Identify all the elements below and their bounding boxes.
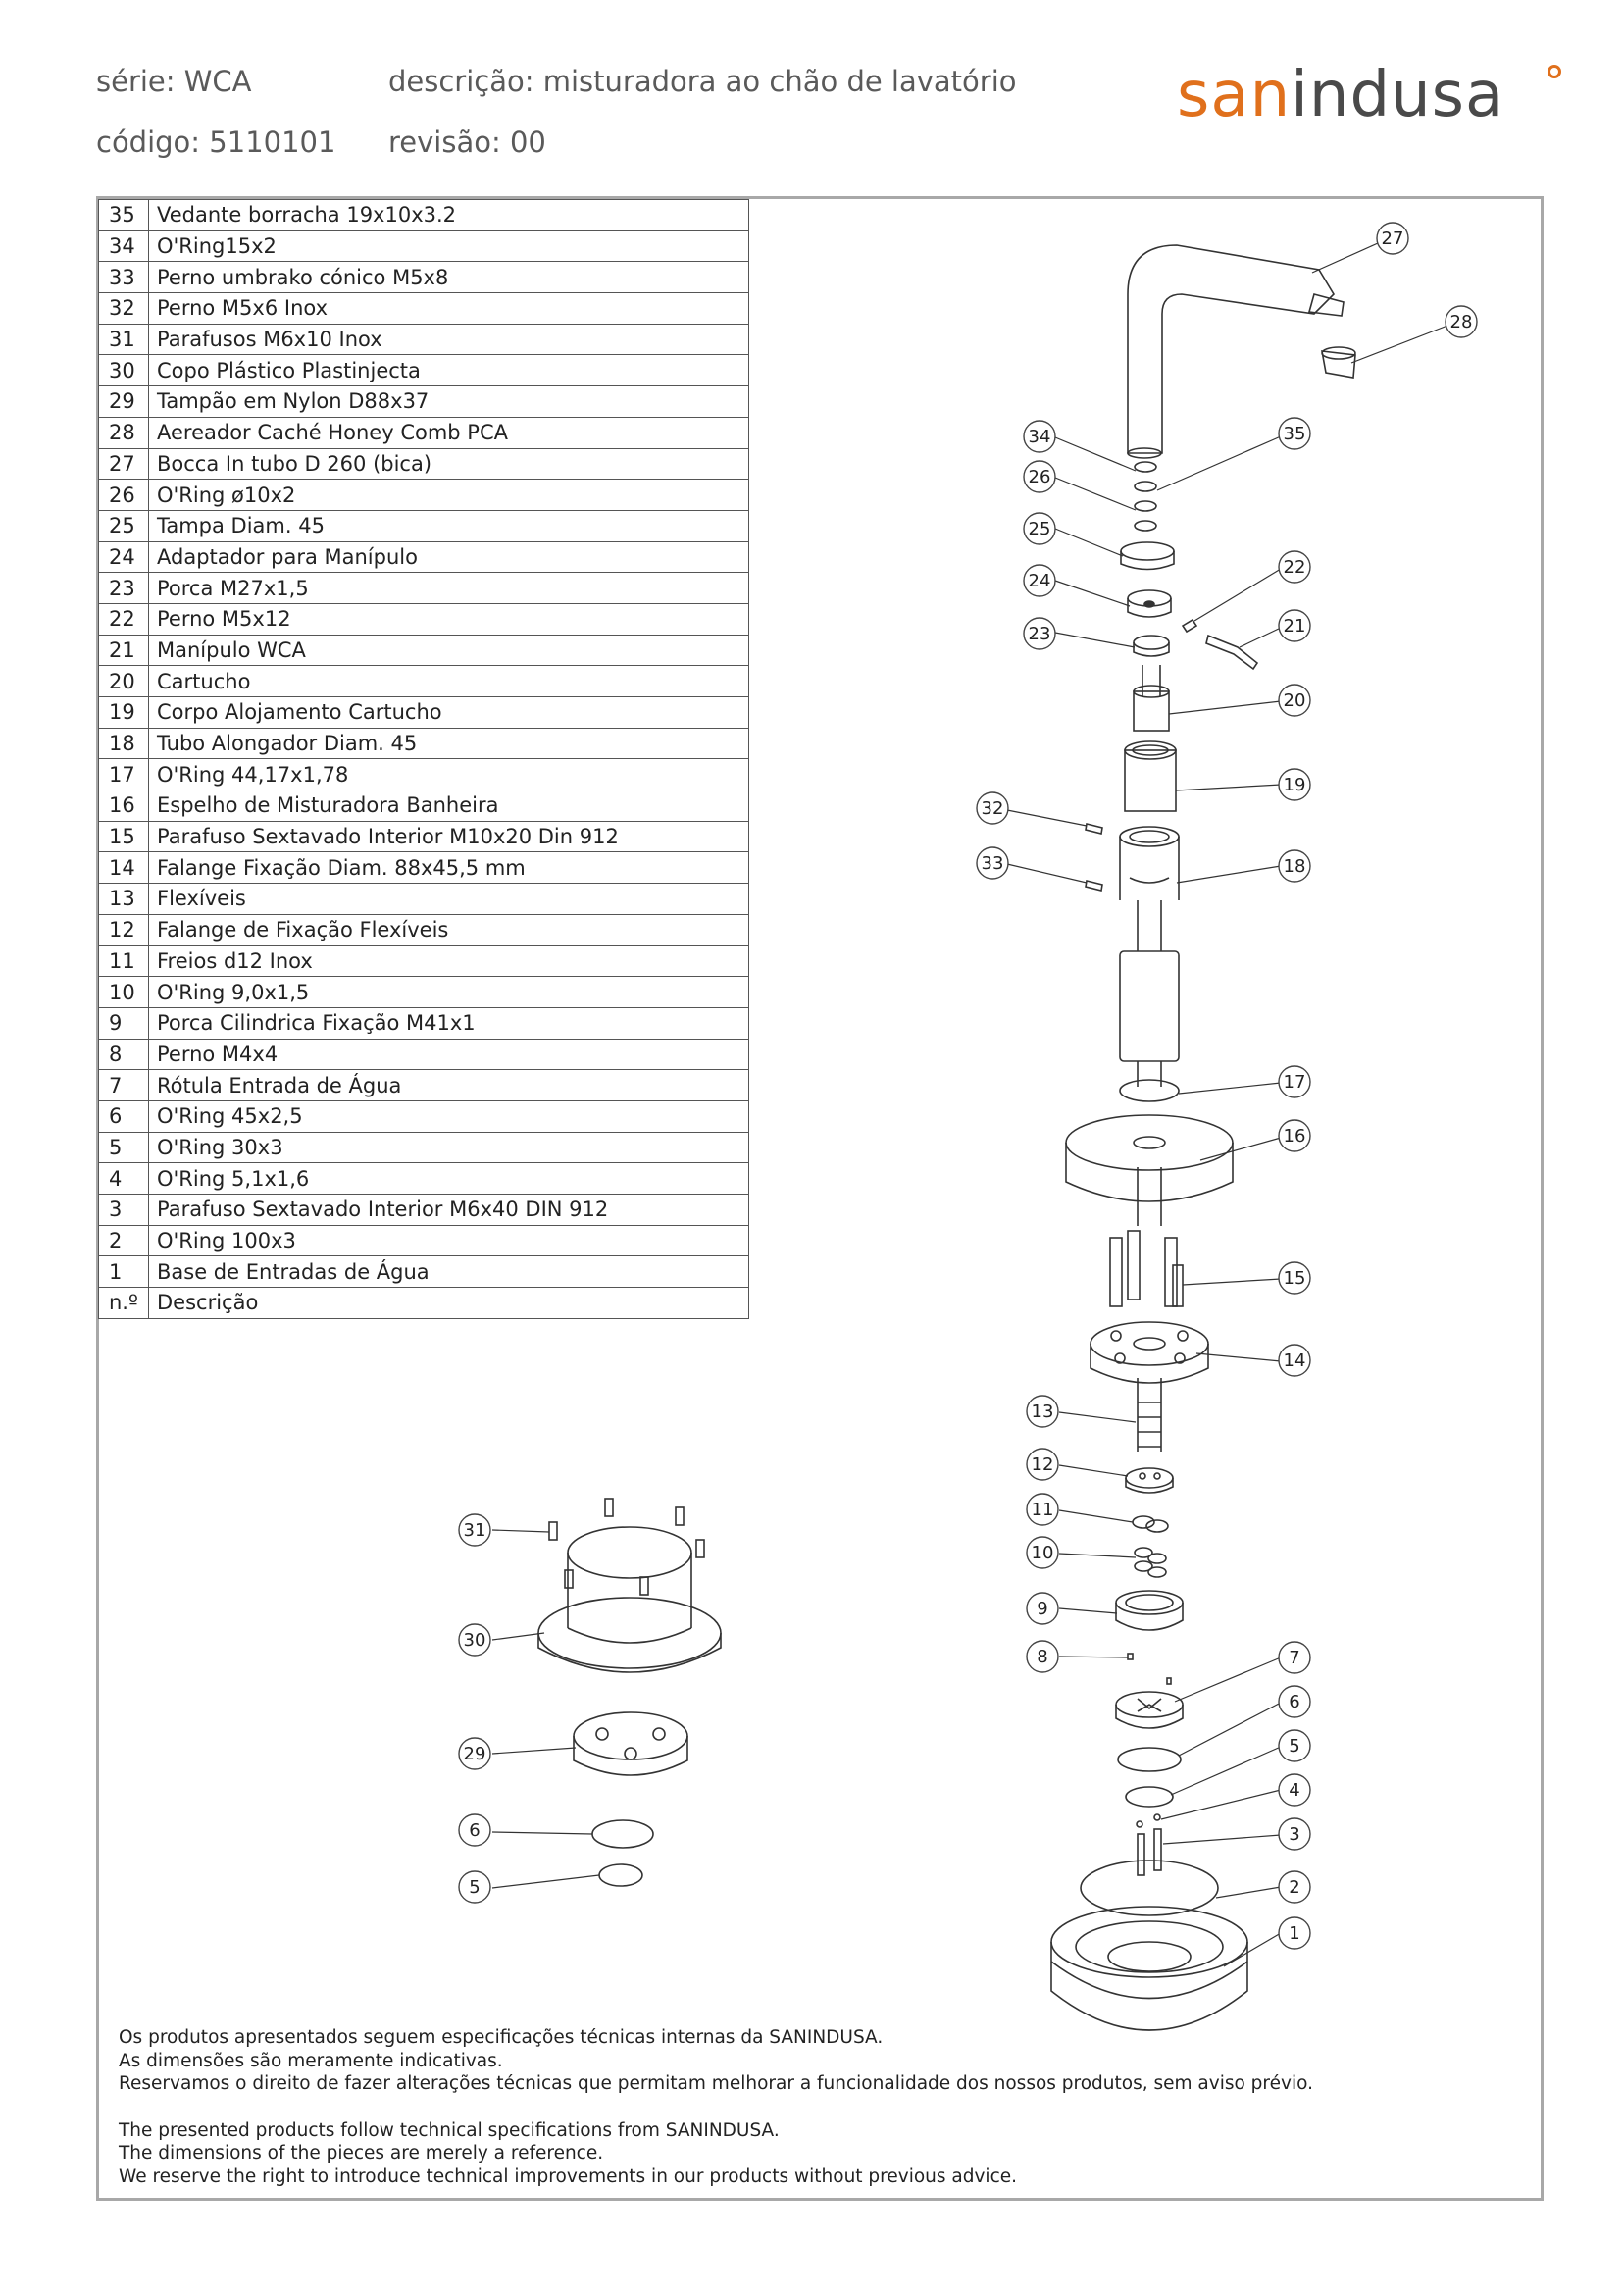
descricao-label: descrição: misturadora ao chão de lavatório xyxy=(388,65,1017,98)
part-number: 15 xyxy=(99,821,149,852)
part-number: n.º xyxy=(99,1288,149,1319)
flange-part-14 xyxy=(1091,1322,1208,1383)
callout-label-c4: 4 xyxy=(1289,1780,1300,1801)
screws-part-3 xyxy=(1138,1829,1161,1875)
cup-part-30 xyxy=(538,1527,721,1672)
part-description: Falange de Fixação Flexíveis xyxy=(149,914,749,945)
callout-label-c17: 17 xyxy=(1283,1072,1306,1093)
part-number: 10 xyxy=(99,977,149,1008)
part-description: Manípulo WCA xyxy=(149,635,749,666)
part-number: 6 xyxy=(99,1100,149,1132)
swivel-part-7 xyxy=(1116,1678,1183,1728)
callout-label-c1: 1 xyxy=(1289,1923,1300,1944)
note-en-2: The dimensions of the pieces are merely a reference. xyxy=(119,2143,604,2164)
screws-part-15 xyxy=(1110,1231,1183,1306)
part-number: 16 xyxy=(99,790,149,822)
callout-label-c5: 5 xyxy=(1289,1736,1300,1757)
oring-part-5 xyxy=(1126,1787,1173,1807)
callout-label-c11: 11 xyxy=(1031,1500,1054,1520)
part-description: Adaptador para Manípulo xyxy=(149,541,749,573)
aerator-part-28 xyxy=(1322,347,1355,378)
callout-bubbles xyxy=(459,223,1477,1949)
part-number: 35 xyxy=(99,200,149,231)
part-number: 29 xyxy=(99,386,149,418)
callout-label-c7: 7 xyxy=(1289,1648,1300,1668)
small-orings xyxy=(1135,462,1156,531)
part-number: 11 xyxy=(99,945,149,977)
part-description: Parafusos M6x10 Inox xyxy=(149,324,749,355)
nut-part-9 xyxy=(1116,1591,1183,1630)
part-number: 20 xyxy=(99,666,149,697)
part-number: 30 xyxy=(99,355,149,386)
screw-part-32 xyxy=(1086,824,1102,834)
callout-label-c34: 34 xyxy=(1028,427,1051,447)
oring-part-6 xyxy=(1118,1748,1181,1771)
oring-part-4 xyxy=(1137,1814,1160,1827)
part-number: 32 xyxy=(99,293,149,325)
cartridge-body-part-19 xyxy=(1125,741,1176,811)
part-description: O'Ring 44,17x1,78 xyxy=(149,759,749,790)
callout-label-c26: 26 xyxy=(1028,467,1051,487)
callout-label-c8: 8 xyxy=(1037,1647,1048,1667)
part-number: 13 xyxy=(99,884,149,915)
part-number: 18 xyxy=(99,728,149,759)
callout-label-c24: 24 xyxy=(1028,571,1051,591)
part-number: 31 xyxy=(99,324,149,355)
part-number: 28 xyxy=(99,417,149,448)
screws-part-31 xyxy=(549,1499,704,1595)
handle-part-21 xyxy=(1206,636,1257,669)
orings-part-10 xyxy=(1135,1548,1166,1577)
part-number: 25 xyxy=(99,510,149,541)
callout-label-c3: 3 xyxy=(1289,1824,1300,1845)
part-number: 27 xyxy=(99,448,149,480)
part-description: Flexíveis xyxy=(149,884,749,915)
cap-part-29 xyxy=(574,1712,687,1775)
escutcheon-part-16 xyxy=(1066,1115,1233,1226)
screw-part-22 xyxy=(1183,620,1196,632)
part-number: 3 xyxy=(99,1195,149,1226)
part-description: Freios d12 Inox xyxy=(149,945,749,977)
part-number: 4 xyxy=(99,1163,149,1195)
cartridge-part-20 xyxy=(1134,665,1169,731)
note-en-1: The presented products follow technical specifications from SANINDUSA. xyxy=(119,2119,780,2141)
part-number: 9 xyxy=(99,1007,149,1039)
part-number: 2 xyxy=(99,1225,149,1256)
part-number: 1 xyxy=(99,1256,149,1288)
part-description: Aereador Caché Honey Comb PCA xyxy=(149,417,749,448)
callout-label-c31: 31 xyxy=(463,1520,486,1541)
part-description: Porca Cilindrica Fixação M41x1 xyxy=(149,1007,749,1039)
part-description: Vedante borracha 19x10x3.2 xyxy=(149,200,749,231)
part-number: 12 xyxy=(99,914,149,945)
oring-part-5-left xyxy=(599,1864,642,1886)
callout-label-c14: 14 xyxy=(1283,1351,1306,1371)
extension-tube-part-18 xyxy=(1120,827,1179,1087)
part-description: Tampão em Nylon D88x37 xyxy=(149,386,749,418)
part-description: Perno M4x4 xyxy=(149,1039,749,1070)
part-description: Rótula Entrada de Água xyxy=(149,1070,749,1101)
part-number: 5 xyxy=(99,1132,149,1163)
part-description: Descrição xyxy=(149,1288,749,1319)
logo-text-san: san xyxy=(1177,59,1292,131)
part-description: O'Ring15x2 xyxy=(149,230,749,262)
spout-part-27 xyxy=(1128,245,1344,458)
part-description: Base de Entradas de Água xyxy=(149,1256,749,1288)
part-description: Porca M27x1,5 xyxy=(149,573,749,604)
callout-label-c21: 21 xyxy=(1283,616,1306,637)
revisao-label: revisão: 00 xyxy=(388,126,546,159)
part-description: Perno M5x12 xyxy=(149,603,749,635)
part-description: O'Ring 100x3 xyxy=(149,1225,749,1256)
callout-label-c29: 29 xyxy=(463,1744,486,1764)
part-description: O'Ring 5,1x1,6 xyxy=(149,1163,749,1195)
callout-label-c27: 27 xyxy=(1381,229,1404,249)
callout-label-c10: 10 xyxy=(1031,1543,1054,1563)
callout-label-c19: 19 xyxy=(1283,775,1306,795)
callout-label-c15: 15 xyxy=(1283,1268,1306,1289)
part-number: 17 xyxy=(99,759,149,790)
base-part-1 xyxy=(1051,1907,1247,2030)
part-number: 24 xyxy=(99,541,149,573)
callout-label-c12: 12 xyxy=(1031,1454,1054,1475)
part-number: 19 xyxy=(99,697,149,729)
part-number: 26 xyxy=(99,480,149,511)
part-number: 14 xyxy=(99,852,149,884)
part-description: Bocca In tubo D 260 (bica) xyxy=(149,448,749,480)
callout-label-c28: 28 xyxy=(1449,312,1473,332)
callout-label-c13: 13 xyxy=(1031,1402,1054,1422)
callout-label-c35: 35 xyxy=(1283,424,1306,444)
screw-part-33 xyxy=(1086,881,1102,891)
part-description: Parafuso Sextavado Interior M6x40 DIN 912 xyxy=(149,1195,749,1226)
part-number: 22 xyxy=(99,603,149,635)
part-description: Tampa Diam. 45 xyxy=(149,510,749,541)
pin-part-8 xyxy=(1128,1654,1133,1659)
notes-block xyxy=(119,2026,1313,2188)
part-description: Perno umbrako cónico M5x8 xyxy=(149,262,749,293)
part-number: 21 xyxy=(99,635,149,666)
flexibles-part-13 xyxy=(1138,1378,1161,1452)
logo-text-indusa: indusa xyxy=(1291,59,1505,131)
callout-label-c32: 32 xyxy=(981,798,1004,819)
callout-label-c2: 2 xyxy=(1289,1877,1300,1898)
part-description: O'Ring 45x2,5 xyxy=(149,1100,749,1132)
part-number: 33 xyxy=(99,262,149,293)
part-number: 23 xyxy=(99,573,149,604)
part-description: Copo Plástico Plastinjecta xyxy=(149,355,749,386)
oring-part-6-left xyxy=(592,1820,653,1848)
note-pt-3: Reservamos o direito de fazer alterações técnicas que permitam melhorar a funcionalidade dos nossos produtos, sem aviso prévio. xyxy=(119,2073,1313,2094)
part-description: Cartucho xyxy=(149,666,749,697)
part-description: Perno M5x6 Inox xyxy=(149,293,749,325)
part-number: 7 xyxy=(99,1070,149,1101)
part-description: Parafuso Sextavado Interior M10x20 Din 912 xyxy=(149,821,749,852)
callout-label-c6: 6 xyxy=(1289,1692,1300,1712)
part-description: Tubo Alongador Diam. 45 xyxy=(149,728,749,759)
part-description: Espelho de Misturadora Banheira xyxy=(149,790,749,822)
note-pt-1: Os produtos apresentados seguem especificações técnicas internas da SANINDUSA. xyxy=(119,2027,884,2048)
adapter-part-24 xyxy=(1128,590,1171,617)
part-description: Falange Fixação Diam. 88x45,5 mm xyxy=(149,852,749,884)
note-en-3: We reserve the right to introduce technical improvements in our products without previous advice. xyxy=(119,2166,1018,2187)
clips-part-11 xyxy=(1133,1516,1168,1532)
codigo-label: código: 5110101 xyxy=(96,126,336,159)
callout-label-c30: 30 xyxy=(463,1630,486,1651)
callout-label-c18: 18 xyxy=(1283,856,1306,877)
note-pt-2: As dimensões são meramente indicativas. xyxy=(119,2050,503,2071)
part-number: 8 xyxy=(99,1039,149,1070)
callout-label-c25: 25 xyxy=(1028,519,1051,539)
callout-label-c9: 9 xyxy=(1037,1599,1048,1619)
callout-label-c6b: 6 xyxy=(469,1820,481,1841)
part-number: 34 xyxy=(99,230,149,262)
part-description: O'Ring ø10x2 xyxy=(149,480,749,511)
nut-part-23 xyxy=(1134,636,1169,656)
cap-part-25 xyxy=(1121,542,1174,570)
callout-label-c23: 23 xyxy=(1028,624,1051,644)
part-description: O'Ring 9,0x1,5 xyxy=(149,977,749,1008)
callout-label-c5b: 5 xyxy=(469,1877,481,1898)
callout-label-c22: 22 xyxy=(1283,557,1306,578)
oring-part-17 xyxy=(1120,1080,1179,1101)
callout-label-c20: 20 xyxy=(1283,690,1306,711)
serie-label: série: WCA xyxy=(96,65,252,98)
flange-part-12 xyxy=(1126,1468,1173,1493)
part-description: O'Ring 30x3 xyxy=(149,1132,749,1163)
callout-label-c16: 16 xyxy=(1283,1126,1306,1147)
part-description: Corpo Alojamento Cartucho xyxy=(149,697,749,729)
callout-label-c33: 33 xyxy=(981,853,1004,874)
